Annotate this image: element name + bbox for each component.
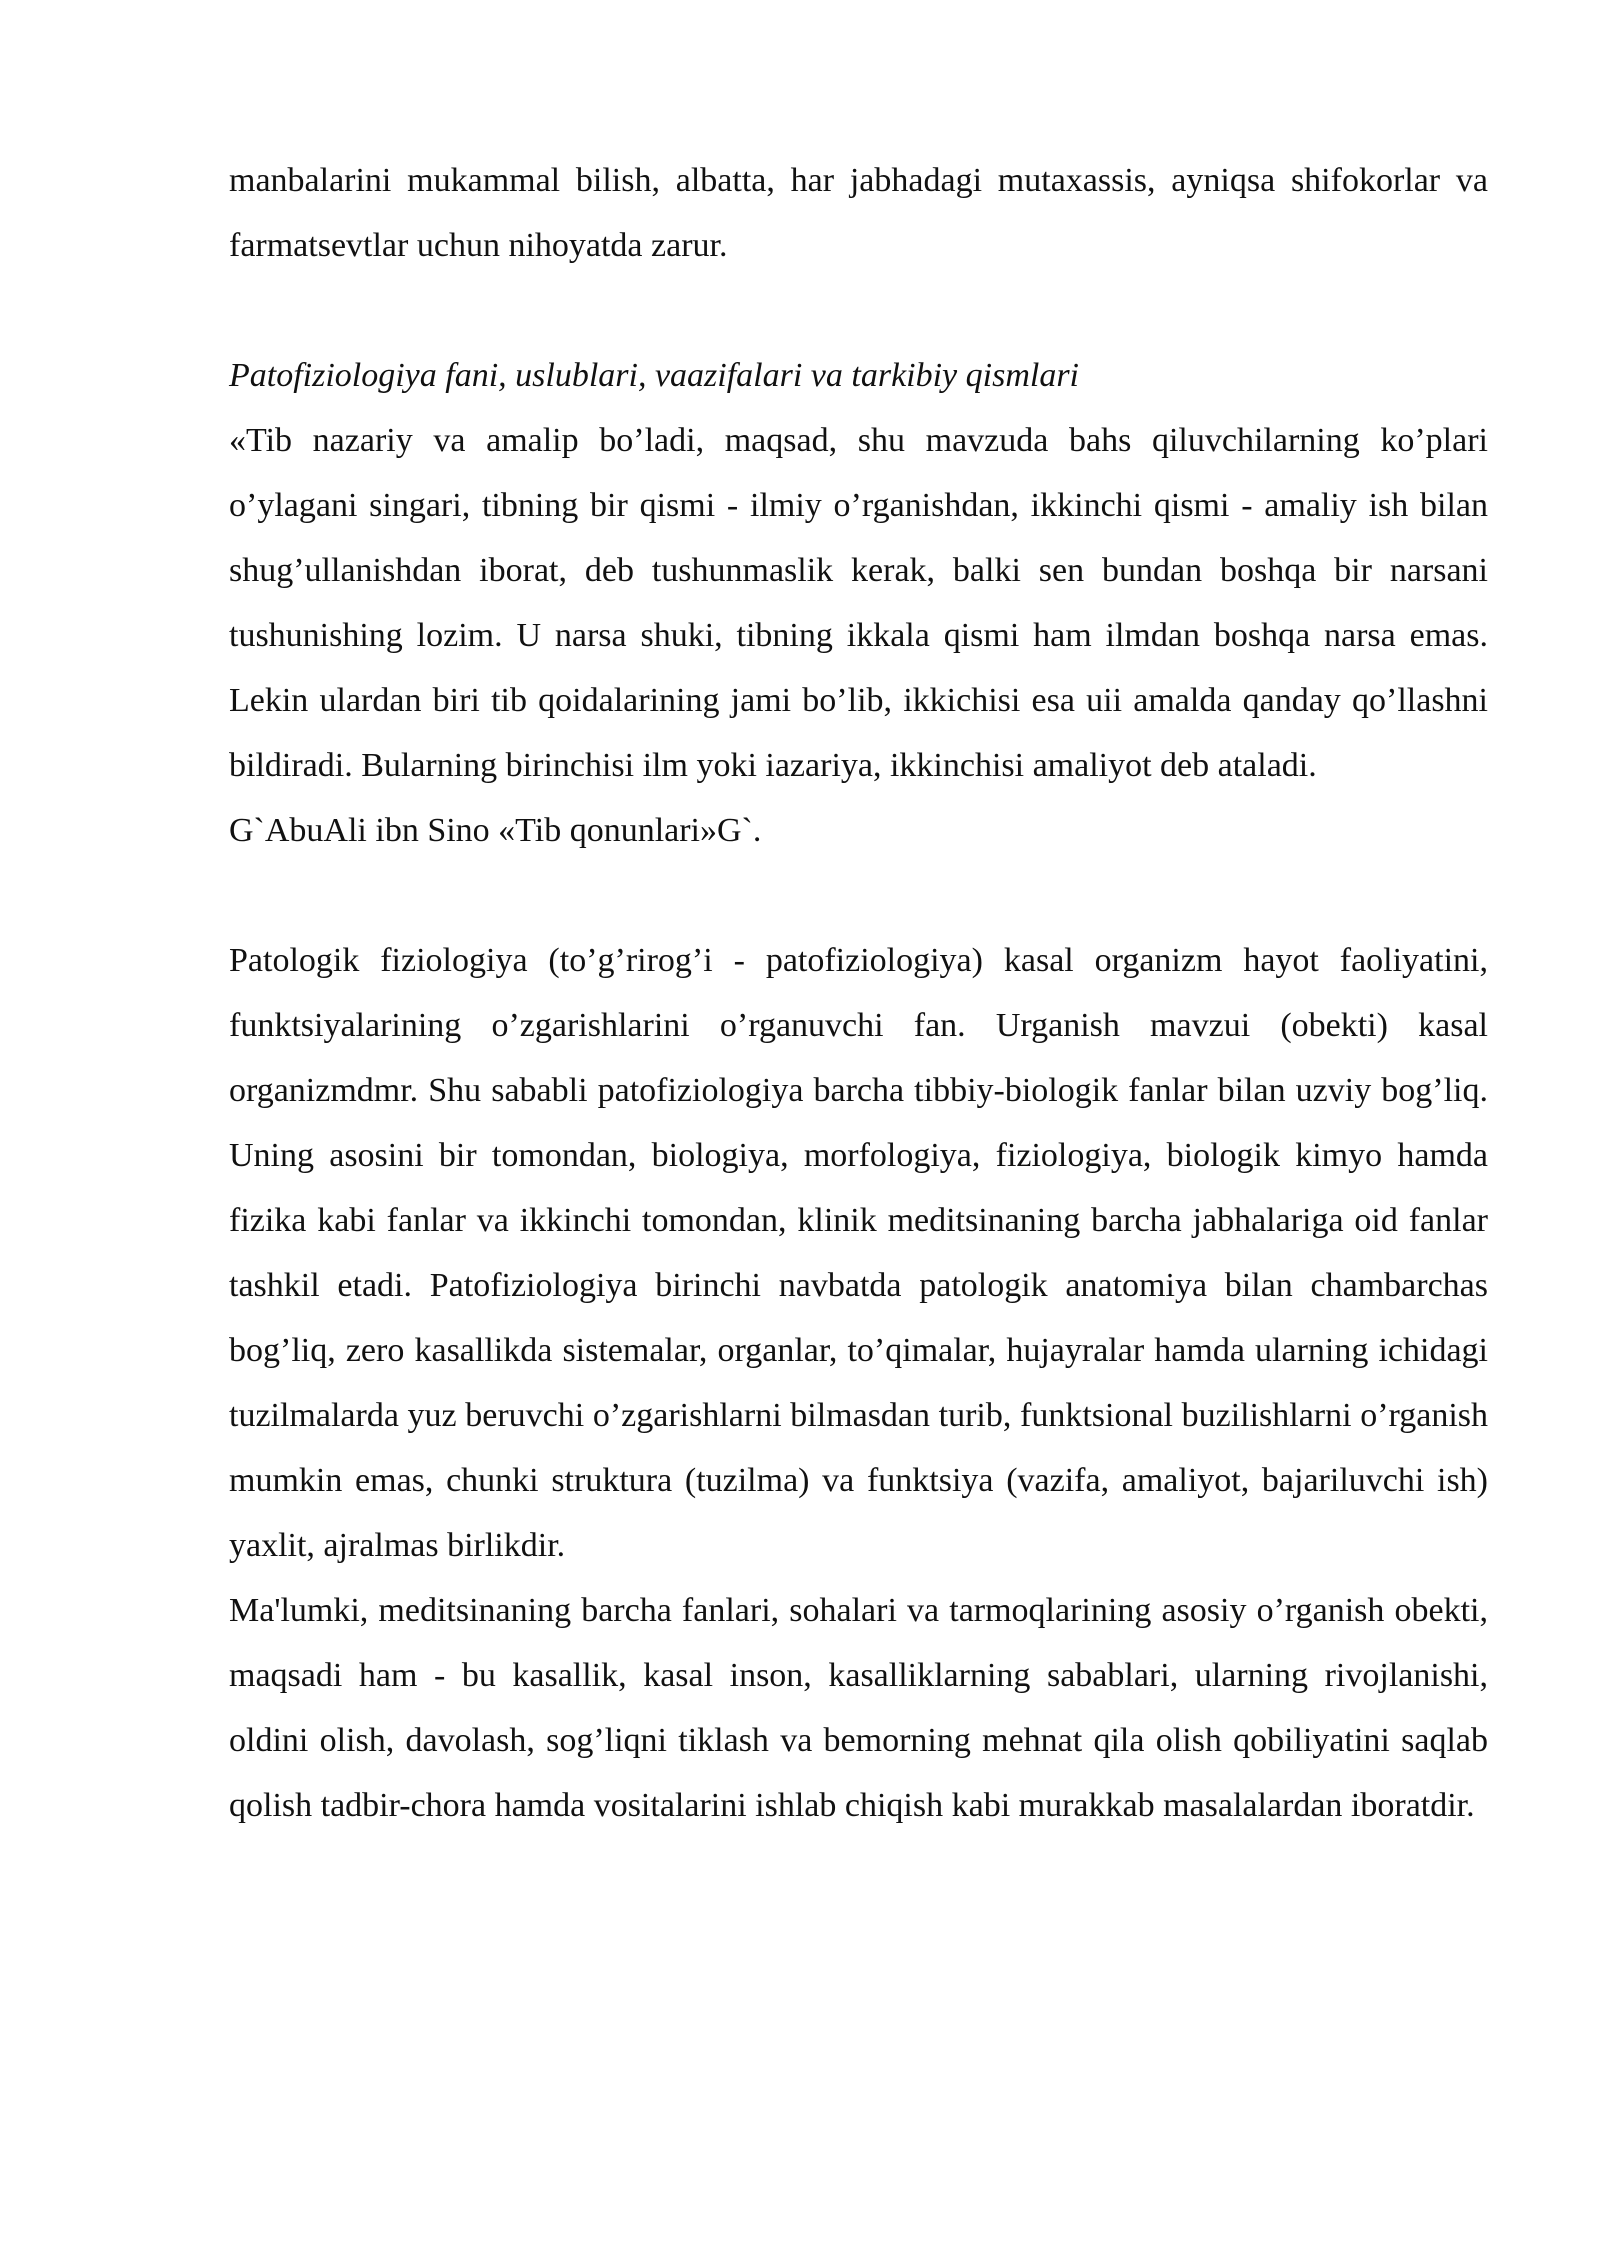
paragraph-spacer (229, 863, 1488, 928)
paragraph-spacer (229, 278, 1488, 343)
document-body (229, 148, 1488, 1838)
section-heading: Patofiziologiya fani, uslublari, vaazifalari va tarkibiy qismlari (229, 357, 1079, 394)
quote-source: G`AbuAli ibn Sino «Tib qonunlari»G`. (229, 812, 762, 849)
paragraph-patologik: Patologik fiziologiya (to’g’rirog’i - patofiziologiya) kasal organizm hayot faoliyatini, funktsiyalarining o’zgarishlarini o’rganuvchi fan. Urganish mavzui (obekti) kasal organizmdmr. Shu sababli patofiziologiya barcha tibbiy-biologik fanlar bilan uzviy bog’liq. Uning asosini bir tomondan, biologiya, morfologiya, fiziologiya, biologik kimyo hamda fizika kabi fanlar va ikkinchi tomondan, klinik meditsinaning barcha jabhalariga oid fanlar tashkil etadi. Patofiziologiya birinchi navbatda patologik anatomiya bilan chambarchas bog’liq, zero kasallikda sistemalar, organlar, to’qimalar, hujayralar hamda ularning ichidagi tuzilmalarda yuz beruvchi o’zgarishlarni bilmasdan turib, funktsional buzilishlarni o’rganish mumkin emas, chunki struktura (tuzilma) va funktsiya (vazifa, amaliyot, bajariluvchi ish) yaxlit, ajralmas birlikdir. (229, 942, 1488, 1564)
paragraph-malumki: Ma'lumki, meditsinaning barcha fanlari, sohalari va tarmoqlarining asosiy o’rganish obekti, maqsadi ham - bu kasallik, kasal inson, kasalliklarning sabablari, ularning rivojlanishi, oldini olish, davolash, sog’liqni tiklash va bemorning mehnat qila olish qobiliyatini saqlab qolish tadbir-chora hamda vositalarini ishlab chiqish kabi murakkab masalalardan iboratdir. (229, 1592, 1488, 1824)
quote-paragraph: «Tib nazariy va amalip bo’ladi, maqsad, shu mavzuda bahs qiluvchilarning ko’plari o’ylagani singari, tibning bir qismi - ilmiy o’rganishdan, ikkinchi qismi - amaliy ish bilan shug’ullanishdan iborat, deb tushunmaslik kerak, balki sen bundan boshqa bir narsani tushunishing lozim. U narsa shuki, tibning ikkala qismi ham ilmdan boshqa narsa emas. Lekin ulardan biri tib qoidalarining jami bo’lib, ikkichisi esa uii amalda qanday qo’llashni bildiradi. Bularning birinchisi ilm yoki iazariya, ikkinchisi amaliyot deb ataladi. (229, 422, 1488, 784)
intro-paragraph: manbalarini mukammal bilish, albatta, har jabhadagi mutaxassis, ayniqsa shifokorlar va farmatsevtlar uchun nihoyatda zarur. (229, 162, 1488, 264)
